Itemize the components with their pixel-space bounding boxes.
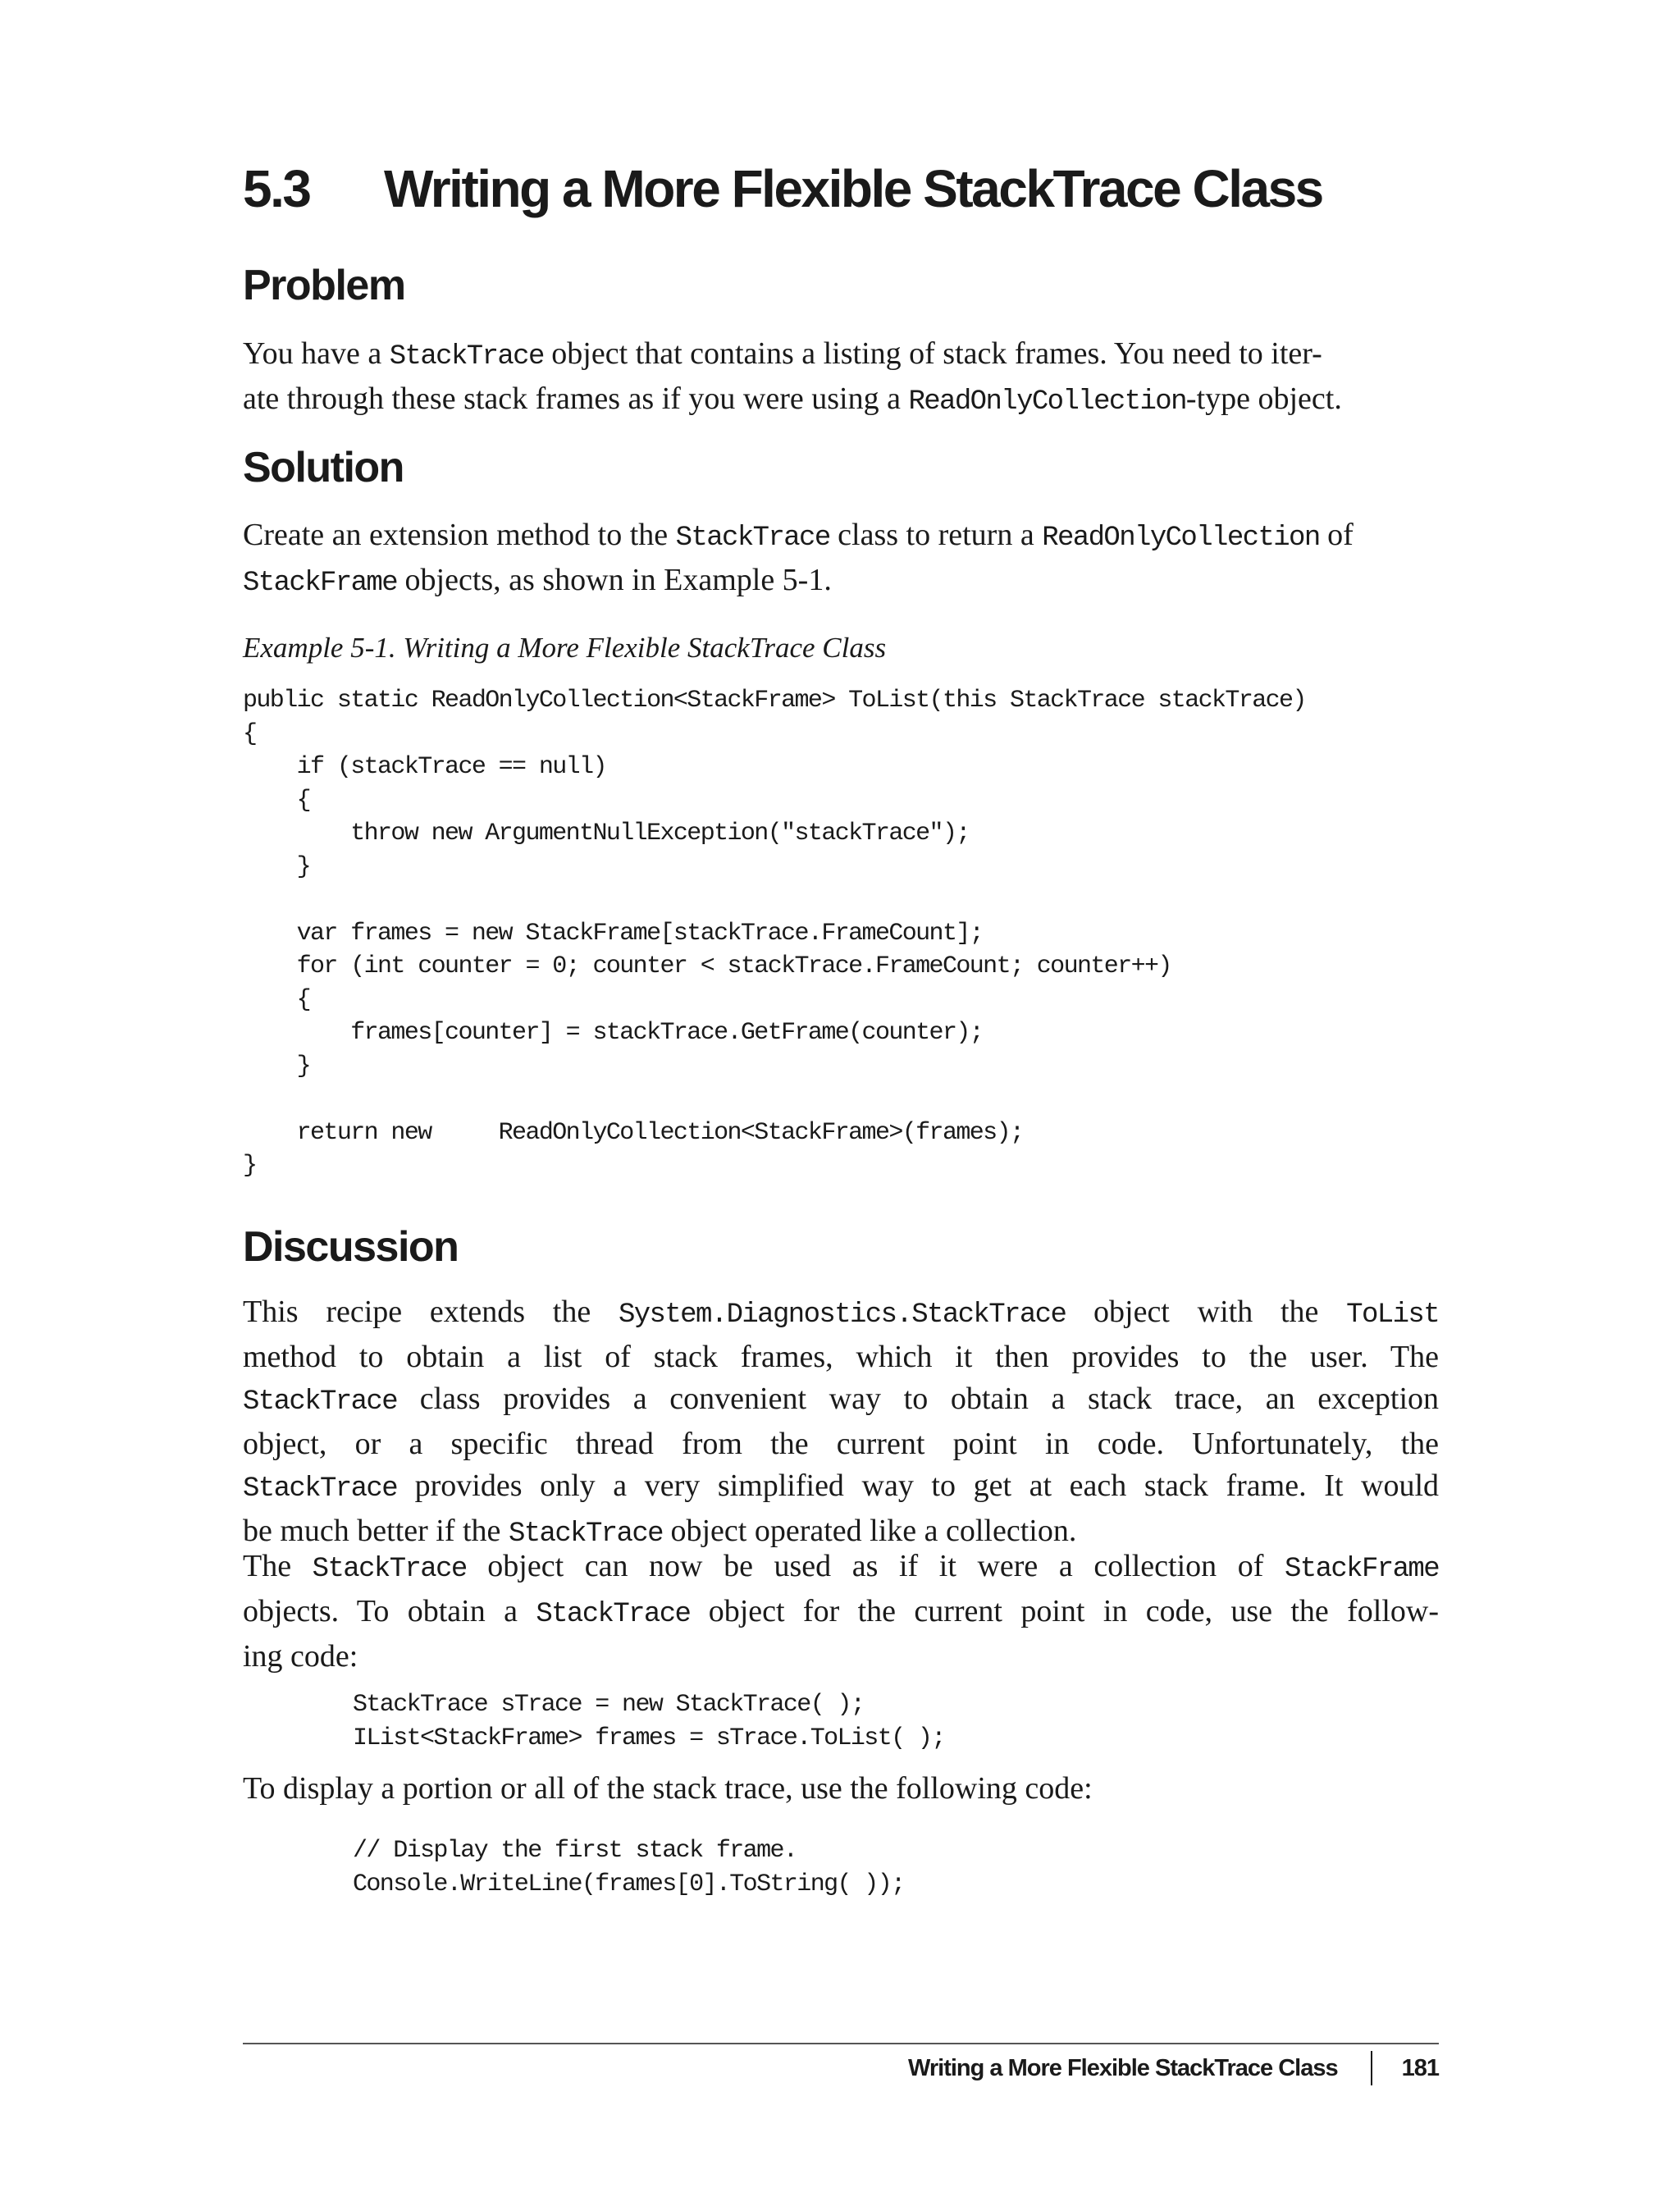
text-run: Create an extension method to the [243,518,676,552]
page-number: 181 [1401,2054,1439,2081]
text-run: You have a [243,336,390,371]
code-line: if (stackTrace == null) [243,753,606,781]
code-line: { [243,786,311,815]
code-line: Console.WriteLine(frames[0].ToString( )); [353,1870,905,1898]
inline-code: ReadOnlyCollection [1042,523,1320,554]
text-run: object can now be used as if it were a collection of [466,1549,1285,1583]
discussion-paragraph-3 [243,1768,1439,1810]
code-line: } [243,852,311,881]
inline-code: StackTrace [312,1554,467,1585]
code-snippet-display [353,1834,905,1901]
inline-code: StackFrame [1284,1554,1440,1585]
text-run: be much better if the [243,1514,509,1548]
text-run: object operated like a collection. [662,1514,1077,1548]
code-line: frames[counter] = stackTrace.GetFrame(counter); [243,1019,984,1047]
problem-line-1 [243,333,1439,378]
code-line: } [243,1152,257,1180]
code-line: { [243,985,311,1014]
section-title [243,159,1322,218]
code-line: IList<StackFrame> frames = sTrace.ToList( ); [353,1724,945,1752]
discussion-p1-line-3 [243,1378,1439,1423]
inline-code: StackTrace [243,1386,398,1418]
discussion-p1-line-5 [243,1465,1439,1510]
text-run: objects, as shown in Example 5-1. [397,563,832,597]
running-title: Writing a More Flexible StackTrace Class [908,2054,1338,2081]
inline-code: StackTrace [243,1473,398,1505]
code-line: // Display the first stack frame. [353,1837,797,1865]
footer-rule [243,2043,1439,2044]
code-line: { [243,719,257,748]
example-caption: Example 5-1. Writing a More Flexible StackTrace Class [243,632,887,664]
discussion-p3-line-1: To display a portion or all of the stack trace, use the following code: [243,1771,1093,1806]
code-line: var frames = new StackFrame[stackTrace.FrameCount]; [243,919,984,948]
footer-separator [1371,2051,1372,2085]
inline-code: ReadOnlyCollection [908,386,1186,418]
code-line: throw new ArgumentNullException("stackTrace"); [243,820,970,847]
solution-heading: Solution [243,444,404,491]
text-run: -type object. [1185,381,1342,416]
discussion-p1-line-2: method to obtain a list of stack frames, which it then provides to the user. The [243,1340,1439,1374]
solution-line-2 [243,559,1439,605]
code-line: public static ReadOnlyCollection<StackFrame> ToList(this StackTrace stackTrace) [243,687,1306,715]
solution-paragraph [243,514,1439,605]
inline-code: StackTrace [389,341,544,372]
inline-code: ToList [1346,1299,1439,1331]
text-run: class to return a [829,518,1043,552]
example-code-block [243,684,1306,1183]
problem-heading: Problem [243,262,405,309]
discussion-p1-line-1 [243,1291,1439,1336]
text-run: object that contains a listing of stack frames. You need to iter- [543,336,1322,371]
section-title-text: Writing a More Flexible StackTrace Class [384,159,1322,218]
text-run: of [1319,518,1354,552]
discussion-paragraph-2 [243,1546,1439,1678]
inline-code: StackTrace [675,523,830,554]
discussion-p2-line-2 [243,1591,1439,1636]
inline-code: System.Diagnostics.StackTrace [618,1299,1066,1331]
text-run: class provides a convenient way to obtain a stack trace, an exception [397,1382,1439,1416]
discussion-p2-line-1 [243,1546,1439,1591]
code-line: for (int counter = 0; counter < stackTrace.FrameCount; counter++) [243,952,1171,980]
text-run: objects. To obtain a [243,1594,536,1628]
discussion-p2-line-3: ing code: [243,1639,358,1674]
code-snippet-stacktrace [353,1688,945,1755]
solution-line-1 [243,514,1439,559]
text-run: The [243,1549,313,1583]
code-line: return new ReadOnlyCollection<StackFrame>(frames); [243,1118,1024,1147]
text-run: ate through these stack frames as if you were using a [243,381,909,416]
code-line [243,884,1306,917]
code-line [243,1083,1306,1117]
code-line: } [243,1052,311,1080]
text-run: object with the [1066,1295,1347,1329]
inline-code: StackTrace [508,1519,663,1550]
text-run: This recipe extends the [243,1295,619,1329]
inline-code: StackFrame [243,568,398,599]
discussion-heading: Discussion [243,1223,459,1271]
discussion-paragraph-1 [243,1291,1439,1555]
text-run: object for the current point in code, use the follow- [690,1594,1440,1628]
inline-code: StackTrace [536,1599,691,1630]
code-line: StackTrace sTrace = new StackTrace( ); [353,1691,865,1719]
discussion-p1-line-4: object, or a specific thread from the current point in code. Unfortunately, the [243,1427,1439,1461]
section-number: 5.3 [243,159,310,218]
text-run: provides only a very simplified way to get at each stack frame. It would [397,1468,1439,1503]
problem-line-2 [243,378,1439,423]
page-footer [908,2051,1439,2085]
problem-paragraph [243,333,1439,423]
